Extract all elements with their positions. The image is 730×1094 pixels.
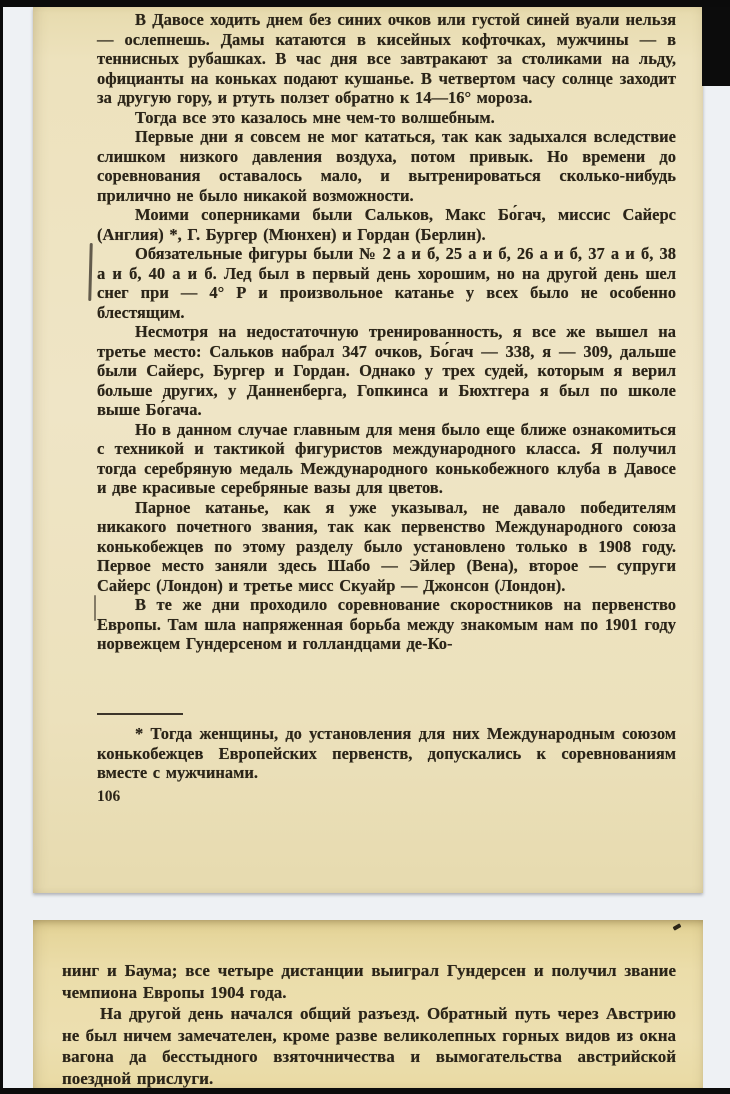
scan-speck xyxy=(673,923,682,930)
footnote xyxy=(97,713,676,783)
paragraph: Парное катанье, как я уже указывал, не давало победителям никакого почетного звания, так как первенство Международного союза конькобежцев по этому разделу было установлено только в 1908 году. Первое место заняли здесь Шабо — Эйлер (Вена), второе — супруги Сайерс (Лондон) и третье мисс Скуайр — Джонсон (Лондон). xyxy=(97,497,676,595)
paragraph: Обязательные фигуры были № 2 а и б, 25 а и б, 26 а и б, 37 а и б, 38 а и б, 40 а и б. Лед был в первый день хорошим, но на другой день шел снег при — 4° Р и произвольное катанье у всех было не особенно блестящим. xyxy=(97,244,676,322)
page-scan-106[interactable] xyxy=(33,7,703,893)
footnote-text: * Тогда женщины, до установления для них Международным союзом конькобежцев Европейских первенств, допускались к соревнованиям вместе с мужчинами. xyxy=(97,724,676,782)
paragraph: Тогда все это казалось мне чем-то волшебным. xyxy=(135,107,495,127)
paragraph: Первые дни я совсем не мог кататься, так как задыхался вследствие слишком низкого давления воздуха, потом привык. Но времени до соревнования оставалось мало, и вытренироваться сколько-нибудь прилично не было никакой возможности. xyxy=(97,127,676,205)
bottom-letterbox-bar xyxy=(0,1088,730,1094)
page-scan-107[interactable] xyxy=(33,920,703,1088)
paragraph: В те же дни проходило соревнование скоростников на первенство Европы. Там шла напряженная борьба между знакомым нам по 1901 году норвежцем Гундерсеном и голландцами де-Ко- xyxy=(97,595,676,653)
corner-black-patch xyxy=(702,0,730,86)
paragraph: Моими соперниками были Сальков, Макс Бо́гач, миссис Сайерс (Англия) *, Г. Бургер (Мюнхен) и Гордан (Берлин). xyxy=(97,205,676,244)
footnote-divider xyxy=(97,713,183,715)
paragraph: На другой день начался общий разъезд. Обратный путь через Австрию не был ничем замечателен, кроме разве великолепных горных видов из окна вагона да бесстыдного взяточничества и вымогательства австрийской поездной прислуги. xyxy=(62,1004,676,1088)
left-letterbox-bar xyxy=(0,0,3,1094)
top-letterbox-bar xyxy=(0,0,730,7)
paragraph: нинг и Баума; все четыре дистанции выиграл Гундерсен и получил звание чемпиона Европы 1904 года. xyxy=(62,961,676,1002)
margin-pencil-mark xyxy=(88,243,93,301)
paragraph: Но в данном случае главным для меня было еще ближе ознакомиться с техникой и тактикой фигуристов международного класса. Я получил тогда серебряную медаль Международного конькобежного клуба в Давосе и две красивые серебряные вазы для цветов. xyxy=(97,419,676,497)
margin-pencil-mark xyxy=(94,595,96,621)
page-gap xyxy=(3,893,730,920)
paragraph: Несмотря на недостаточную тренированность, я все же вышел на третье место: Сальков набрал 347 очков, Бо́гач — 338, я — 309, дальше были Сайерс, Бургер и Гордан. Однако у трех судей, которым я верил больше других, у Данненберга, Гопкинса и Бюхтгера я был по школе выше Бо́гача. xyxy=(97,322,676,419)
paragraph: В Давосе ходить днем без синих очков или густой синей вуали нельзя — ослепнешь. Дамы катаются в кисейных кофточках, мужчины — в теннисных рубашках. В час дня все завтракают за столиками на льду, официанты на коньках подают кушанье. В четвертом часу солнце заходит за другую гору, и ртуть ползет обратно к 14—16° мороза. xyxy=(97,10,676,107)
page-number: 106 xyxy=(97,788,121,805)
